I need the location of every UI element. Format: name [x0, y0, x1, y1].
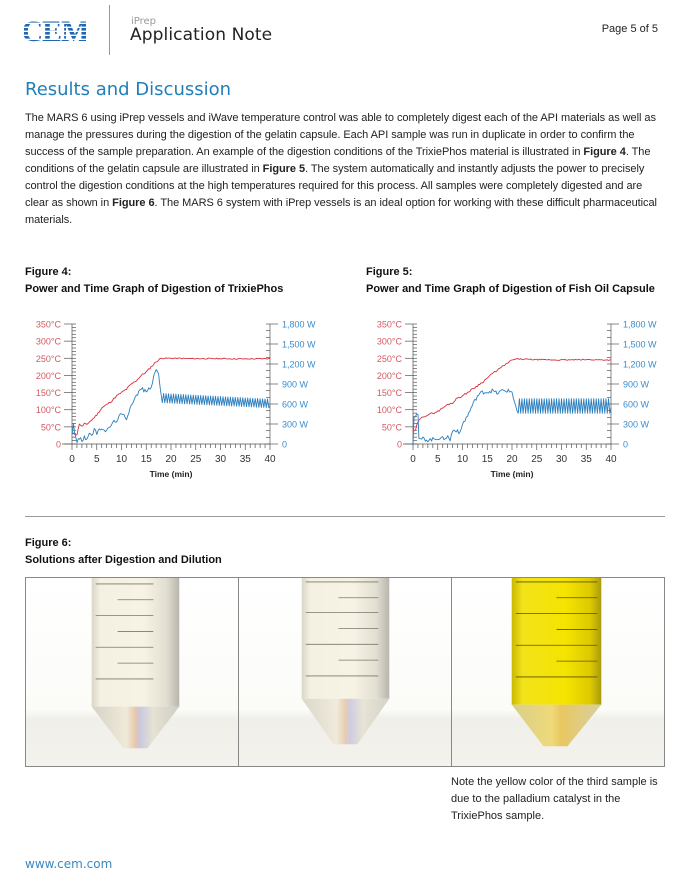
- svg-text:1,500 W: 1,500 W: [282, 339, 316, 350]
- figure-5-label: Figure 5:: [366, 266, 413, 278]
- header-divider: [109, 5, 110, 55]
- svg-text:15: 15: [140, 454, 152, 465]
- page-header: [0, 0, 680, 70]
- svg-text:600 W: 600 W: [623, 399, 650, 410]
- svg-text:25: 25: [531, 454, 543, 465]
- svg-text:35: 35: [580, 454, 592, 465]
- svg-text:10: 10: [456, 454, 469, 465]
- sample-3-vial-photo-yellow: [451, 578, 664, 766]
- sample-2-vial-photo: [238, 578, 451, 766]
- svg-text:30: 30: [555, 454, 568, 465]
- svg-text:900 W: 900 W: [282, 379, 309, 390]
- svg-text:Time (min): Time (min): [149, 469, 193, 479]
- section-divider: [25, 516, 665, 517]
- svg-text:10: 10: [115, 454, 128, 465]
- svg-text:25: 25: [190, 454, 202, 465]
- figure-6-photo-strip: [25, 577, 665, 767]
- svg-text:5: 5: [93, 454, 100, 465]
- svg-text:250°C: 250°C: [35, 353, 61, 364]
- svg-text:0: 0: [410, 454, 416, 465]
- svg-text:1,800 W: 1,800 W: [282, 319, 316, 330]
- cem-logo: [24, 16, 86, 44]
- paragraph-text: The MARS 6 using iPrep vessels and iWave temperature control was able to completely digest each of the API materials as well as manage the pressures during the digestion of the gelatin capsule. Each API sample was run in duplicate in order to confirm the success of the sample preparation. An example of the digestion conditions of the TrixiePhos material is illustrated in: [25, 112, 656, 158]
- svg-text:100°C: 100°C: [376, 405, 402, 416]
- svg-text:200°C: 200°C: [376, 370, 402, 381]
- svg-text:200°C: 200°C: [35, 370, 61, 381]
- svg-text:1,200 W: 1,200 W: [623, 359, 657, 370]
- product-name: iPrep: [131, 16, 157, 27]
- svg-text:20: 20: [506, 454, 518, 465]
- svg-text:1,500 W: 1,500 W: [623, 339, 657, 350]
- svg-text:Time (min): Time (min): [490, 469, 534, 479]
- svg-text:CEM: CEM: [24, 16, 86, 44]
- svg-text:350°C: 350°C: [35, 319, 61, 330]
- figure-6-reference: Figure 6: [112, 197, 155, 209]
- svg-text:1,800 W: 1,800 W: [623, 319, 657, 330]
- svg-text:20: 20: [165, 454, 177, 465]
- paragraph-text: . The conditions of the gelatin capsule are illustrated in: [25, 146, 651, 175]
- svg-text:50°C: 50°C: [381, 422, 402, 433]
- svg-text:50°C: 50°C: [40, 422, 61, 433]
- svg-text:350°C: 350°C: [376, 319, 402, 330]
- svg-text:30: 30: [214, 454, 227, 465]
- figure-6-label: Figure 6:: [25, 537, 72, 549]
- svg-text:300 W: 300 W: [282, 419, 309, 430]
- figure-4-reference: Figure 4: [583, 146, 626, 158]
- svg-text:0: 0: [55, 439, 61, 450]
- figure-4-label: Figure 4:: [25, 266, 72, 278]
- svg-text:40: 40: [605, 454, 617, 465]
- figure-4-title: Power and Time Graph of Digestion of TrixiePhos: [25, 283, 284, 295]
- svg-text:900 W: 900 W: [623, 379, 650, 390]
- results-paragraph: [25, 110, 665, 229]
- figure-4-chart: [20, 310, 340, 485]
- paragraph-text: . The system automatically and instantly adjusts the power to precisely control the digestion conditions at the high temperatures required for this process. All samples were completely digested and are clear as shown in: [25, 163, 645, 209]
- section-title: Results and Discussion: [25, 79, 232, 100]
- svg-text:0: 0: [69, 454, 75, 465]
- svg-text:150°C: 150°C: [376, 388, 402, 399]
- svg-text:15: 15: [481, 454, 493, 465]
- svg-text:300°C: 300°C: [376, 336, 402, 347]
- page-number: Page 5 of 5: [601, 23, 658, 35]
- svg-text:5: 5: [434, 454, 441, 465]
- figure-5-title: Power and Time Graph of Digestion of Fish Oil Capsule: [366, 283, 655, 295]
- svg-text:300°C: 300°C: [35, 336, 61, 347]
- svg-text:150°C: 150°C: [35, 388, 61, 399]
- figure-6-caption: Note the yellow color of the third sample is due to the palladium catalyst in the TrixiePhos sample.: [451, 776, 658, 822]
- svg-text:40: 40: [264, 454, 276, 465]
- svg-text:0: 0: [396, 439, 402, 450]
- footer-website-link[interactable]: www.cem.com: [25, 857, 113, 871]
- svg-text:600 W: 600 W: [282, 399, 309, 410]
- sample-1-vial-photo: [26, 578, 238, 766]
- svg-text:0: 0: [282, 439, 288, 450]
- svg-text:100°C: 100°C: [35, 405, 61, 416]
- svg-text:300 W: 300 W: [623, 419, 650, 430]
- figure-5-reference: Figure 5: [262, 163, 306, 175]
- figure-6-title: Solutions after Digestion and Dilution: [25, 554, 222, 566]
- svg-text:0: 0: [623, 439, 629, 450]
- document-type: Application Note: [130, 25, 273, 45]
- svg-text:1,200 W: 1,200 W: [282, 359, 316, 370]
- paragraph-text: . The MARS 6 system with iPrep vessels is an ideal option for working with these difficult pharmaceutical materials.: [25, 197, 657, 226]
- figure-5-chart: [361, 310, 680, 485]
- svg-text:250°C: 250°C: [376, 353, 402, 364]
- svg-text:35: 35: [239, 454, 251, 465]
